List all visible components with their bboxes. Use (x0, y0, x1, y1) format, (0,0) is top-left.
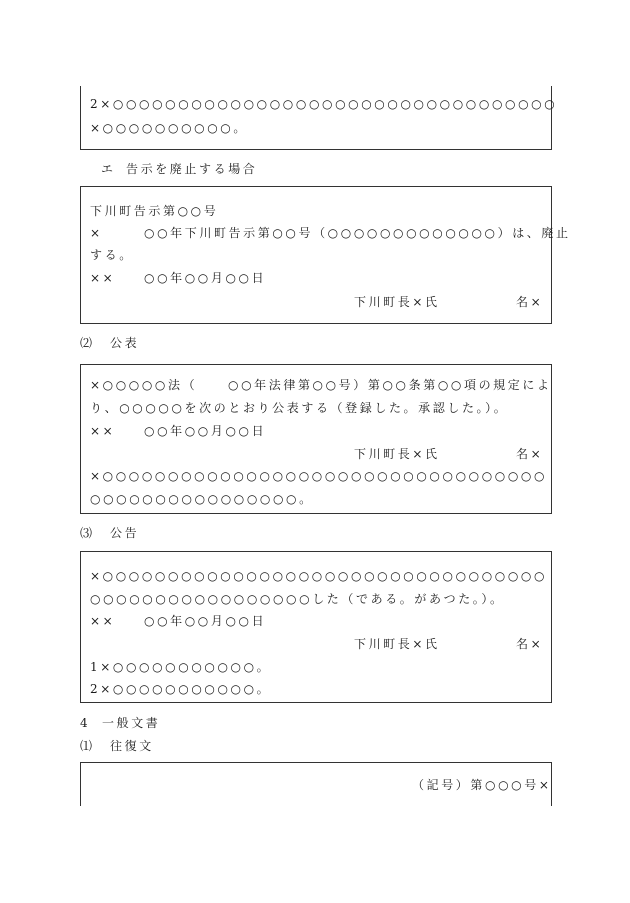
box-3-date-prefix: ×× (90, 424, 116, 438)
box-4-line-2: ○○○○○○○○○○○○○○○○○した（である。があつた。）。 (90, 592, 505, 606)
box-3-line-2: り、○○○○○を次のとおり公表する（登録した。承認した。）。 (90, 401, 509, 415)
section-2-number: ⑵ (80, 336, 95, 350)
box-4-date: ○○年○○月○○日 (144, 614, 267, 628)
section-3-title: 公告 (110, 526, 140, 540)
box-4-line-1: ×○○○○○○○○○○○○○○○○○○○○○○○○○○○○○○○○○○ (90, 569, 548, 583)
box-1-line-2: ×○○○○○○○○○○。 (90, 121, 248, 135)
box-2-line-1: 下川町告示第○○号 (90, 204, 219, 218)
box-3-line-5: ×○○○○○○○○○○○○○○○○○○○○○○○○○○○○○○○○○○ (90, 469, 548, 483)
section-4-1-number: ⑴ (80, 739, 95, 753)
box-3-line-1b: ○○年法律第○○号）第○○条第○○項の規定によ (228, 378, 552, 392)
box-5-reference-number: （記号）第○○○号× (412, 778, 552, 792)
box-3-signer-name: 名× (516, 447, 544, 461)
section-2-title: 公表 (110, 336, 140, 350)
box-2-signer-name: 名× (516, 295, 544, 309)
box-2-line-2: ○○年下川町告示第○○号（○○○○○○○○○○○○○）は、廃止 (144, 226, 571, 240)
heading-e-text: 告示を廃止する場合 (126, 162, 258, 176)
box-2-date-prefix: ×× (90, 271, 116, 285)
box-2-line-3: する。 (90, 248, 134, 262)
box-3-date: ○○年○○月○○日 (144, 424, 267, 438)
section-4-number: 4 (80, 716, 91, 730)
section-4-1-title: 往復文 (110, 739, 154, 753)
box-4-signer: 下川町長×氏 (354, 637, 440, 651)
box-4-item-2: 2×○○○○○○○○○○○。 (90, 682, 272, 696)
box-1-line-1: 2×○○○○○○○○○○○○○○○○○○○○○○○○○○○○○○○○○○ (90, 97, 558, 111)
box-4-item-1: 1×○○○○○○○○○○○。 (90, 660, 272, 674)
box-4-date-prefix: ×× (90, 614, 116, 628)
box-2-line-2-prefix: × (90, 226, 103, 240)
heading-e-label: エ (101, 162, 116, 176)
box-3-signer: 下川町長×氏 (354, 447, 440, 461)
section-3-number: ⑶ (80, 526, 95, 540)
box-4-signer-name: 名× (516, 637, 544, 651)
box-3-line-1a: ×○○○○○法（ (90, 378, 198, 392)
box-3-line-6: ○○○○○○○○○○○○○○○○。 (90, 492, 314, 506)
box-2-signer: 下川町長×氏 (354, 295, 440, 309)
section-4-title: 一般文書 (102, 716, 161, 730)
box-2-date: ○○年○○月○○日 (144, 271, 267, 285)
